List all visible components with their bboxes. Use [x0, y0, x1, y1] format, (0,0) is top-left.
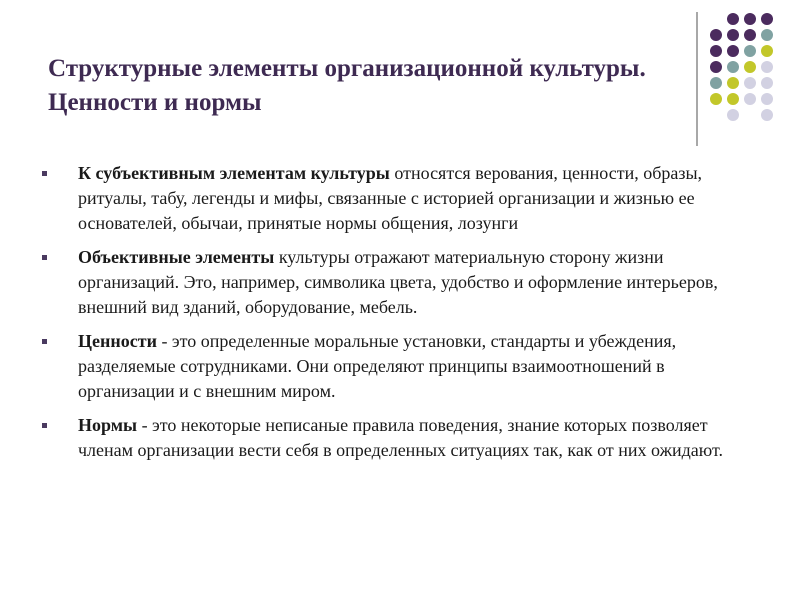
- decorative-dot: [744, 13, 756, 25]
- bullet-text: относятся верования, ценности, образы, ритуалы, табу, легенды и мифы, связанные с историей организации и жизнью ее основателей, обычаи, принятые нормы общения, лозунги: [78, 163, 703, 233]
- vertical-rule: [696, 12, 698, 146]
- decorative-dot: [761, 77, 773, 89]
- bullet-list: [38, 161, 758, 472]
- decorative-dot: [761, 29, 773, 41]
- decorative-dot: [727, 77, 739, 89]
- decorative-dot: [744, 45, 756, 57]
- bullet-marker-icon: [42, 255, 47, 260]
- bullet-item-norms: [38, 413, 758, 463]
- bullet-lead: Ценности: [78, 331, 157, 351]
- decorative-dot: [710, 29, 722, 41]
- decorative-dot: [727, 13, 739, 25]
- decorative-dot: [710, 13, 722, 25]
- decorative-dot: [744, 77, 756, 89]
- bullet-item-objective: [38, 245, 758, 320]
- decorative-dot: [727, 93, 739, 105]
- bullet-text: - это определенные моральные установки, стандарты и убеждения, разделяемые сотрудниками. Они определяют принципы взаимоотношений в организации и с внешним миром.: [78, 331, 677, 401]
- decorative-dot: [727, 109, 739, 121]
- bullet-item-values: [38, 329, 758, 404]
- decorative-dot: [744, 61, 756, 73]
- decorative-dot: [744, 29, 756, 41]
- bullet-lead: Объективные элементы: [78, 247, 275, 267]
- bullet-text: культуры отражают материальную сторону жизни организаций. Это, например, символика цвета, удобство и оформление интерьеров, внешний вид зданий, оборудование, мебель.: [78, 247, 718, 317]
- dot-grid-decoration: [710, 13, 774, 122]
- decorative-dot: [710, 93, 722, 105]
- decorative-dot: [761, 13, 773, 25]
- decorative-dot: [727, 45, 739, 57]
- decorative-dot: [710, 77, 722, 89]
- bullet-lead: Нормы: [78, 415, 138, 435]
- decorative-dot: [744, 93, 756, 105]
- bullet-marker-icon: [42, 171, 47, 176]
- slide-title: Структурные элементы организационной культуры. Ценности и нормы: [48, 55, 646, 116]
- bullet-marker-icon: [42, 339, 47, 344]
- decorative-dot: [710, 61, 722, 73]
- bullet-item-subjective: [38, 161, 758, 236]
- bullet-marker-icon: [42, 423, 47, 428]
- bullet-text: - это некоторые неписаные правила поведения, знание которых позволяет членам организации вести себя в определенных ситуациях так, как от них ожидают.: [78, 415, 724, 460]
- decorative-dot: [710, 45, 722, 57]
- decorative-dot: [761, 109, 773, 121]
- decorative-dot: [727, 29, 739, 41]
- decorative-dot: [744, 109, 756, 121]
- decorative-dot: [761, 93, 773, 105]
- decorative-dot: [710, 109, 722, 121]
- decorative-dot: [761, 45, 773, 57]
- bullet-lead: К субъективным элементам культуры: [78, 163, 390, 183]
- decorative-dot: [727, 61, 739, 73]
- decorative-dot: [761, 61, 773, 73]
